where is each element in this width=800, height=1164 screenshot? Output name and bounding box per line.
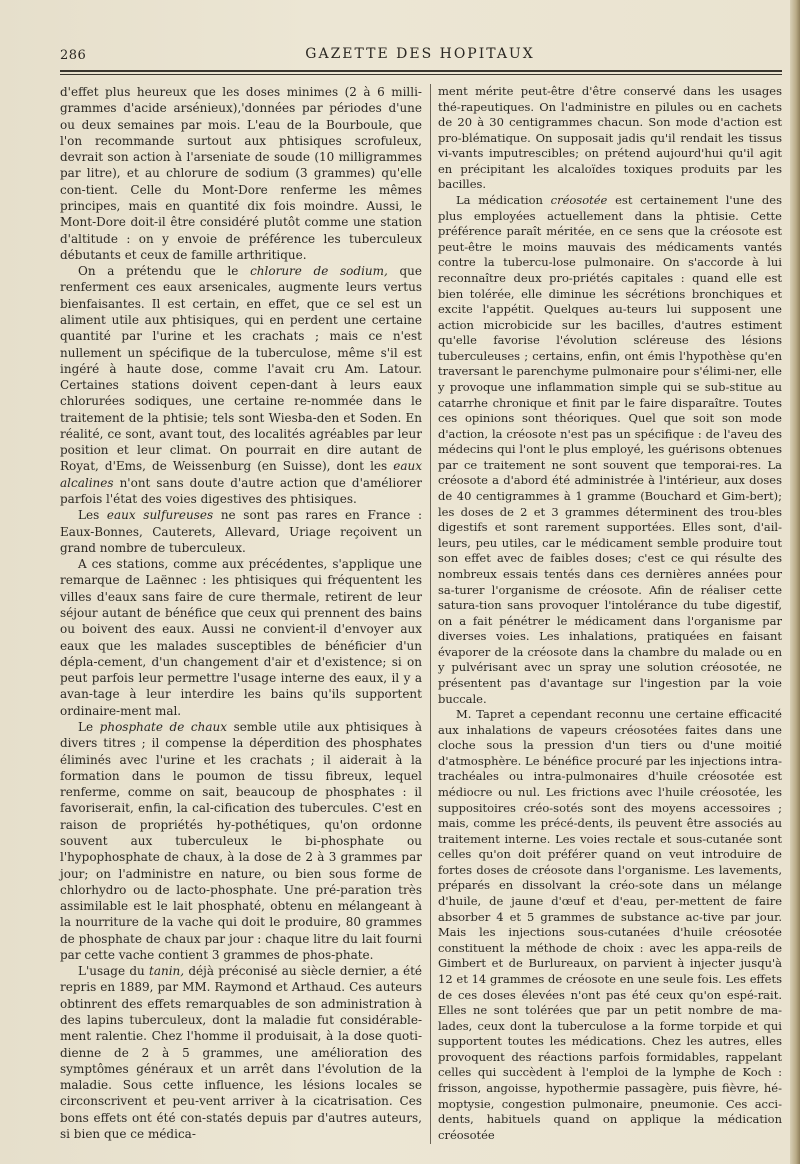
- right-column: [438, 84, 782, 1143]
- text-run: déjà préconisé au siècle dernier, a été repris en 1889, par MM. Raymond et Arthaud. Ces auteurs obtinrent des effets remarquables de son administration à des lapins tuberculeux, dont la maladie fut considérable-ment ralentie. Chez l'homme il produisait, à la dose quoti-dienne de 2 à 5 grammes, une amélioration des symptômes généraux et un arrêt dans l'évolution de la maladie. Sous cette influence, les lésions locales se circonscrivent et peu-vent arriver à la cicatrisation. Ces bons effets ont été con-statés depuis par d'autres auteurs, si bien que ce médica-: [60, 964, 422, 1141]
- header-double-rule: [60, 70, 782, 75]
- text-run: ne sont pas rares en France : Eaux-Bonnes, Cauterets, Allevard, Uriage reçoivent un grand nombre de tuberculeux.: [60, 508, 422, 555]
- paragraph: [60, 507, 422, 556]
- text-run: Les: [78, 508, 107, 523]
- paragraph: [60, 719, 422, 963]
- text-run: Le: [78, 719, 100, 734]
- text-run: On a prétendu que le: [78, 264, 251, 279]
- italic-term: eaux sulfureuses: [106, 508, 214, 523]
- text-run: est certainement l'une des plus employées actuellement dans la phtisie. Cette préférence paraît méritée, en ce sens que la créosote est peut-être le moins mauvais des médicaments vantés contre la tubercu-lose pulmonaire. On s'accorde à lui reconnaître deux pro-priétés capitales : quand elle est bien tolérée, elle diminue les sécrétions bronchiques et excite l'appétit. Quelques au-teurs lui supposent une action microbicide sur les bacilles, d'autres estiment qu'elle favorise l'évolution scléreuse des lésions tuberculeuses ; certains, enfin, ont émis l'hypothèse qu'en traversant le parenchyme pulmonaire pour s'élimi-ner, elle y provoque une inflammation simple qui se sub-stitue au catarrhe chronique et finit par le faire disparaître. Toutes ces opinions sont théoriques. Quel que soit son mode d'action, la créosote n'est pas un spécifique : de l'aveu des médecins qui l'ont le plus employé, les guérisons obtenues par ce traitement ne sont souvent que temporai-res. La créosote a d'abord été administrée à l'intérieur, aux doses de 40 centigrammes à 1 gramme (Bouchard et Gim-bert); les doses de 2 et 3 grammes déterminent des trou-bles digestifs et sont rarement supportées. Elles sont, d'ail-leurs, peu utiles, car le médicament semble produire tout son effet avec de faibles doses; c'est ce qui résulte des nombreux essais tentés dans ces dernières années pour sa-turer l'organisme de créosote. Afin de réaliser cette satura-tion sans provoquer l'intolérance du tube digestif, on a fait pénétrer le médicament dans l'organisme par diverses voies. Les inhalations, pratiquées en faisant évaporer de la créosote dans la chambre du malade ou en y pulvérisant avec un spray une solution créosotée, ne présentent pas d'avantage sur l'ingestion par la voie buccale.: [438, 193, 783, 706]
- paragraph: M. Tapret a cependant reconnu une certaine efficacité aux inhalations de vapeurs créosotées faites dans une cloche sous la pression d'un tiers ou d'une moitié d'atmosphère. Le bénéfice procuré par les injections intra-trachéales ou intra-pulmonaires d'huile créosotée est médiocre ou nul. Les frictions avec l'huile créosotée, les suppositoires créo-sotés sont des moyens accessoires ; mais, comme les précé-dents, ils peuvent être associés au traitement interne. Les voies rectale et sous-cutanée sont celles qu'on doit préférer quand on veut introduire de fortes doses de créosote dans l'organisme. Les lavements, préparés en dissolvant la créo-sote dans un mélange d'huile, de jaune d'œuf et d'eau, per-mettent de faire absorber 4 et 5 grammes de substance ac-tive par jour. Mais les injections sous-cutanées d'huile créosotée constituent la méthode de choix : avec les appa-reils de Gimbert et de Burlureaux, on parvient à injecter jusqu'à 12 et 14 grammes de créosote en une seule fois. Les effets de ces doses élevées n'ont pas été ceux qu'on espé-rait. Elles ne sont tolérées que par un petit nombre de ma-lades, ceux dont la tuberculose a la forme torpide et qui supportent toutes les médications. Chez les autres, elles provoquent des réactions parfois formidables, rappelant celles qui succèdent à l'emploi de la lymphe de Koch : frisson, angoisse, hypothermie passagère, puis fièvre, hé-moptysie, congestion pulmonaire, pneumonie. Ces acci-dents, habituels quand on applique la médication créosotée: [438, 707, 782, 1142]
- italic-term: phosphate de chaux: [99, 719, 227, 734]
- text-run: que renferment ces eaux arsenicales, augmente leurs vertus bienfaisantes. Il est certain, en effet, que ce sel est un aliment utile aux phtisiques, qui en perdent une certaine quantité par l'urine et les crachats ; mais ce n'est nullement un spécifique de la tuberculose, même s'il est ingéré à haute dose, comme l'avait cru Am. Latour. Certaines stations doivent cepen-dant à leurs eaux chlorurées sodiques, une certaine re-nommée dans le traitement de la phtisie; tels sont Wiesba-den et Soden. En réalité, ce sont, avant tout, des localités agréables par leur position et leur climat. On pourrait en dire autant de Royat, d'Ems, de Weissenburg (en Suisse), dont les: [60, 264, 423, 474]
- paragraph: d'effet plus heureux que les doses minimes (2 à 6 milli-grammes d'acide arsénieux),'données par périodes d'une ou deux semaines par mois. L'eau de la Bourboule, que l'on recommande surtout aux phtisiques scrofuleux, devrait son action à l'arseniate de soude (10 milligrammes par litre), et au chlorure de sodium (3 grammes) qu'elle con-tient. Celle du Mont-Dore renferme les mêmes principes, mais en quantité dix fois moindre. Aussi, le Mont-Dore doit-il être considéré plutôt comme une station d'altitude : on y envoie de préférence les tuberculeux débutants et ceux de famille arthritique.: [60, 85, 422, 262]
- italic-term: tanin,: [149, 964, 185, 979]
- book-binding-edge: [790, 0, 800, 1164]
- text-run: L'usage du: [78, 964, 149, 979]
- page-number: 286: [60, 48, 87, 63]
- text-run: La médication: [456, 193, 551, 208]
- text-run: n'ont sans doute d'autre action que d'améliorer parfois l'état des voies digestives des phtisiques.: [60, 475, 422, 507]
- running-head: [60, 44, 780, 68]
- paragraph: ment mérite peut-être d'être conservé dans les usages thé-rapeutiques. On l'administre en pilules ou en cachets de 20 à 30 centigrammes chacun. Son mode d'action est pro-blématique. On supposait jadis qu'il rendait les tissus vi-vants imputrescibles; on prétend aujourd'hui qu'il agit en précipitant les alcaloïdes toxiques produits par les bacilles.: [438, 84, 782, 192]
- italic-term: eaux alcalines: [60, 459, 422, 490]
- paragraph: [60, 263, 422, 507]
- paragraph: A ces stations, comme aux précédentes, s'applique une remarque de Laënnec : les phtisiques qui fréquentent les villes d'eaux sans faire de cure thermale, retirent de leur séjour autant de bénéfice que ceux qui prennent des bains ou boivent des eaux. Aussi ne convient-il d'envoyer aux eaux que les malades susceptibles de bénéficier d'un dépla-cement, d'un changement d'air et d'existence; si on peut parfois leur permettre l'usage interne des eaux, il y a avan-tage à leur interdire les bains qu'ils supportent ordinaire-ment mal.: [60, 557, 422, 718]
- italic-term: chlorure de sodium,: [250, 264, 388, 279]
- italic-term: créosotée: [550, 193, 608, 208]
- journal-title: GAZETTE DES HOPITAUX: [305, 46, 535, 62]
- paragraph: [60, 963, 422, 1142]
- text-run: semble utile aux phtisiques à divers titres ; il compense la déperdition des phosphates éliminés avec l'urine et les crachats ; il aiderait à la formation dans le poumon de tissu fibreux, lequel renferme, comme on sait, beaucoup de phosphates : il favoriserait, enfin, la cal-cification des tubercules. C'est en raison de propriétés hy-pothétiques, qu'on ordonne souvent aux tuberculeux le bi-phosphate ou l'hypophosphate de chaux, à la dose de 2 à 3 grammes par jour; on l'administre en nature, ou bien sous forme de chlorhydro ou de lacto-phosphate. Une pré-paration très assimilable est le lait phosphaté, obtenu en mélangeant à la nourriture de la vache qui doit le produire, 80 grammes de phosphate de chaux par jour : chaque litre du lait fourni par cette vache contient 3 grammes de phos-phate.: [60, 719, 423, 962]
- left-column: [60, 84, 422, 1142]
- paragraph: [438, 193, 782, 707]
- column-divider: [430, 84, 431, 1144]
